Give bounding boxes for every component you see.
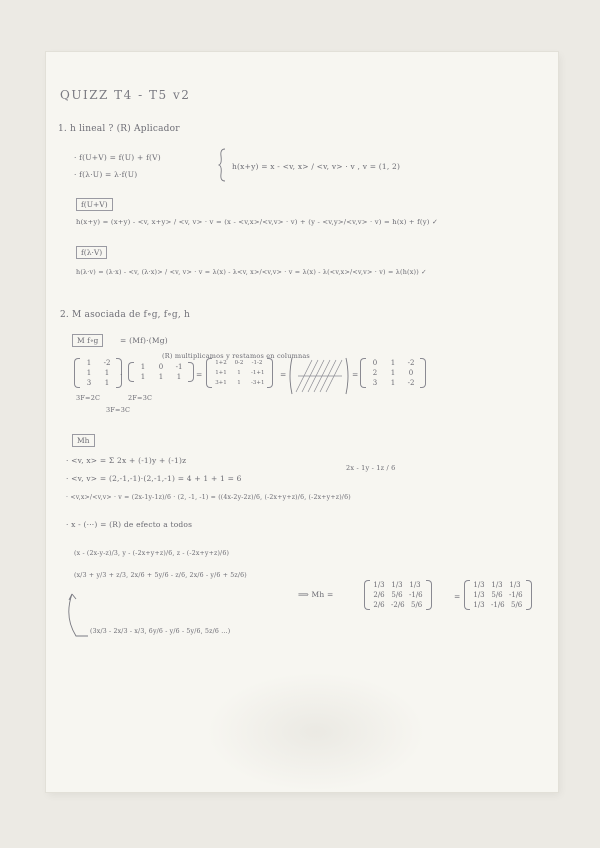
q1-cond-scalar: · f(λ·U) = λ·f(U)	[74, 170, 138, 179]
q3-bottom-column: (3x/3 - 2x/3 - x/3, 6y/6 - y/6 - 5y/6, 5z/6 ...)	[90, 628, 231, 635]
q3-fraction: 2x - 1y - 1z / 6	[346, 464, 396, 472]
q2-note: (R) multiplicamos y restamos en columnas	[162, 352, 310, 360]
q3-line-3: · <v,x>/<v,v> · v = (2x-1y-1z)/6 · (2, -1, -1) = ((4x-2y-2z)/6, (-2x+y+z)/6, (-2x+y+z)/6)	[66, 494, 351, 501]
q2-product: = (Mf)·(Mg)	[120, 336, 168, 345]
matrix-mh-b: 1/3 1/3 1/3 1/3 5/6 -1/6 1/3 -1/6 5/6	[464, 580, 532, 610]
matrix-b: 1 0 -1 1 1 1	[128, 362, 194, 382]
matrix-mh-a: 1/3 1/3 1/3 2/6 5/6 -1/6 2/6 -2/6 5/6	[364, 580, 432, 610]
matrix-result: 0 1 -2 2 1 0 3 1 -2	[360, 358, 426, 388]
page-title: QUIZZ T4 - T5 v2	[60, 88, 191, 102]
q1-box-sum: f(U+V)	[76, 198, 113, 211]
q1-box-scalar: f(λ·V)	[76, 246, 107, 259]
scanned-page: QUIZZ T4 - T5 v2 1. h lineal ? (R) Aplicador · f(U+V) = f(U) + f(V) · f(λ·U) = λ·f(U) h(x+y) = x - <v, x> / <v, v> · v , v = (1, 2) f(U+V) h(x+y) = (x+y) - <v, x+y> / <v, v> · v = (x - <v,x>/<v,v> · v) + (y - <v,y>/<v,v> · v) = h(x) + f(y) ✓ f(λ·V) h(λ·v) = (λ·x) - <v, (λ·x)> / <v, v> · v = λ(x) - λ<v, x>/<v,v> · v = λ(x) - λ(<v,x>/<v,v> · v) = λ(h(x)) ✓ 2. M asociada de f∘g, f∘g, h M f∘g = (Mf)·(Mg) (R) multiplicamos y restamos en columnas 1 -2 1 1 3 1 · 1 0 -1 1 1 1 = 1+2 0-2 -1-2 1+1 1 -1+1 3+1 1 -3+1 = = 0 1 -2 2 1 0 3 1 -2 3F=2C 2F=3C 3F=3C Mh · <v, x> = Σ 2x + (-1)y + (-1)z · <v, v> = (2,-1,-1)·(2,-1,-1) = 4 + 1 + 1 = 6 2x - 1y - 1z / 6 · <v,x>/<v,v> · v = (2x-1y-1z)/6 · (2, -1, -1) = ((4x-2y-2z)/6, (-2x+y+z)/6, (-2x+y+z)/6) · x - (···) = (R) de efecto a todos (x - (2x-y-z)/3, y - (-2x+y+z)/6, z - (-2x+y+z)/6) (x/3 + y/3 + z/3, 2x/6 + 5y/6 - z/6, 2x/6 - y/6 + 5z/6) ⟹ Mh = 1/3 1/3 1/3 2/6 5/6 -1/6 2/6 -2/6 5/6 = 1/3 1/3 1/3 1/3 5/6 -1/6 1/3 -1/6 5/6 (3x/3 - 2x/3 - x/3, 6y/6 - y/6 - 5y/6, 5z/6 ...)	[46, 52, 558, 792]
q3-column-1: (x - (2x-y-z)/3, y - (-2x+y+z)/6, z - (-2x+y+z)/6)	[74, 550, 230, 557]
paper-smudge	[206, 672, 426, 792]
q3-line-1: · <v, x> = Σ 2x + (-1)y + (-1)z	[66, 456, 187, 465]
q3-column-2: (x/3 + y/3 + z/3, 2x/6 + 5y/6 - z/6, 2x/6 - y/6 + 5z/6)	[74, 572, 247, 579]
q3-box: Mh	[72, 434, 95, 447]
brace-icon	[218, 148, 228, 182]
scribbled-matrix-icon	[286, 356, 352, 396]
matrix-a: 1 -2 1 1 3 1	[74, 358, 122, 388]
matrix-c: 1+2 0-2 -1-2 1+1 1 -1+1 3+1 1 -3+1	[206, 358, 273, 388]
q2-ops-1: 3F=2C	[76, 394, 101, 402]
q3-arrow-label: ⟹ Mh =	[298, 590, 334, 599]
curved-arrow-icon	[62, 592, 92, 642]
q1-header: 1. h lineal ? (R) Aplicador	[58, 124, 180, 134]
q2-box: M f∘g	[72, 334, 103, 347]
q3-line-4: · x - (···) = (R) de efecto a todos	[66, 520, 193, 529]
q3-line-2: · <v, v> = (2,-1,-1)·(2,-1,-1) = 4 + 1 + 1 = 6	[66, 474, 242, 483]
q2-ops-3: 3F=3C	[106, 406, 131, 414]
q1-line-sum: h(x+y) = (x+y) - <v, x+y> / <v, v> · v = (x - <v,x>/<v,v> · v) + (y - <v,y>/<v,v> · v) = h(x) + f(y) ✓	[76, 218, 438, 226]
q1-line-scalar: h(λ·v) = (λ·x) - <v, (λ·x)> / <v, v> · v = λ(x) - λ<v, x>/<v,v> · v = λ(x) - λ(<v,x>/<v,v> · v) = λ(h(x)) ✓	[76, 268, 427, 276]
q1-hdef: h(x+y) = x - <v, x> / <v, v> · v , v = (1, 2)	[232, 162, 401, 171]
q1-cond-sum: · f(U+V) = f(U) + f(V)	[74, 153, 161, 162]
q2-ops-2: 2F=3C	[128, 394, 153, 402]
q2-header: 2. M asociada de f∘g, f∘g, h	[60, 310, 190, 320]
